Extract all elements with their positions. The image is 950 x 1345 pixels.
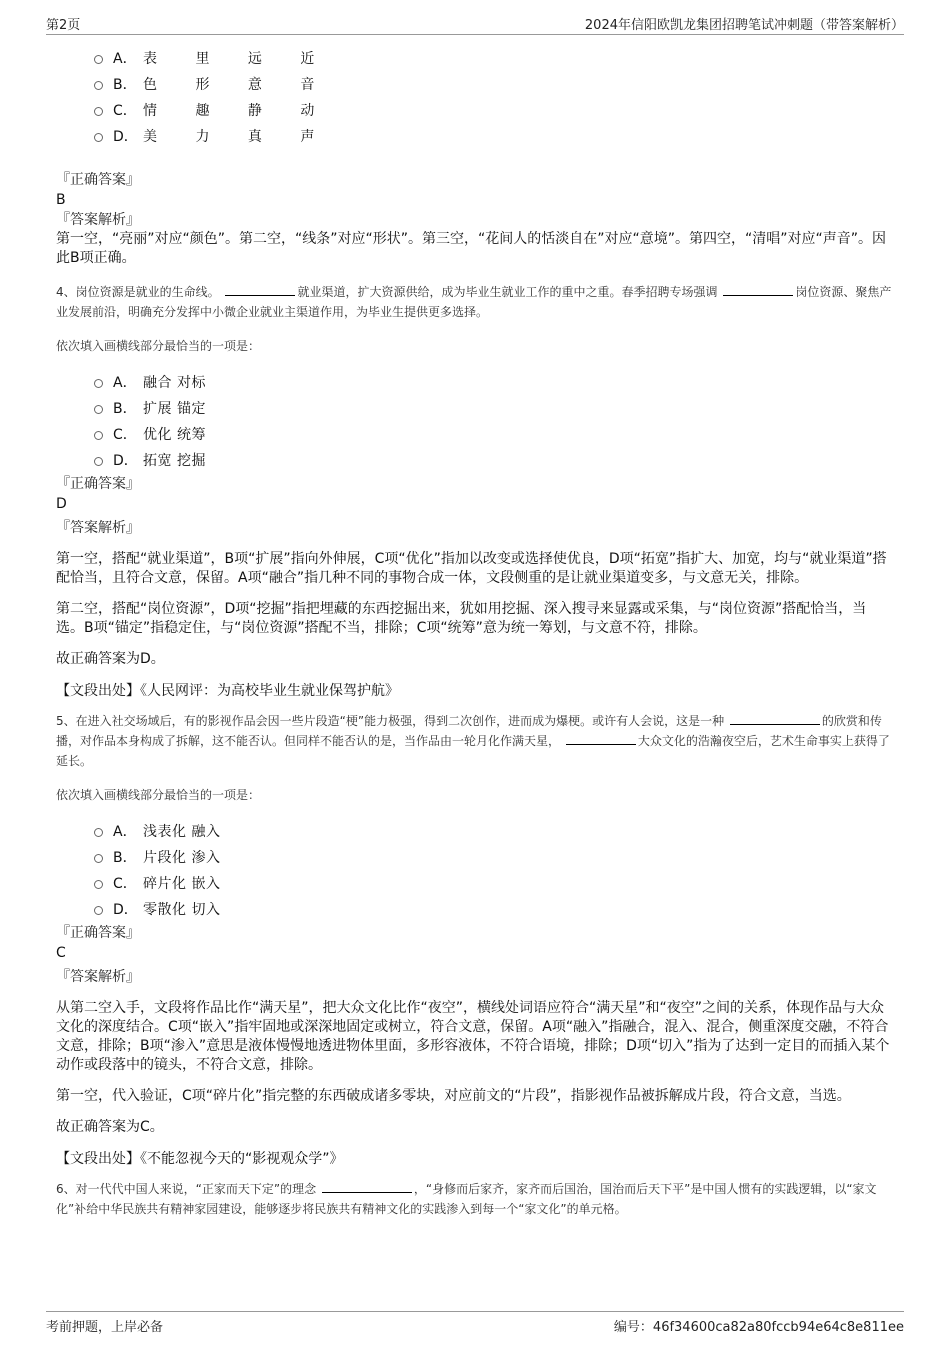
page-content <box>56 40 894 1219</box>
radio-icon[interactable] <box>94 107 103 116</box>
radio-icon[interactable] <box>94 906 103 915</box>
page-header <box>46 14 904 34</box>
option-d[interactable]: D． 拓宽 挖掘 <box>94 448 894 474</box>
analysis-text: 第二空，搭配“岗位资源”，D项“挖掘”指把埋藏的东西挖掘出来，犹如用挖掘、深入搜寻来显露或采集，与“岗位资源”搭配恰当，当选。B项“锚定”指稳定住，与“岗位资源”搭配不当，排除；C项“统筹”意为统一筹划，与文意不符，排除。 <box>56 601 867 636</box>
question-prompt: 依次填入画横线部分最恰当的一项是： <box>56 339 261 353</box>
analysis-text: 第一空，搭配“就业渠道”，B项“扩展”指向外伸展，C项“优化”指加以改变或选择使优良，D项“拓宽”指扩大、加宽，均与“就业渠道”搭配恰当，且符合文意，保留。A项“融合”指几种不同的事物合成一体，文段侧重的是让就业渠道变多，与文意无关，排除。 <box>56 551 887 586</box>
radio-icon[interactable] <box>94 457 103 466</box>
radio-icon[interactable] <box>94 854 103 863</box>
radio-icon[interactable] <box>94 431 103 440</box>
source-citation: 【文段出处】《不能忽视今天的“影视观众学”》 <box>56 1151 344 1167</box>
radio-icon[interactable] <box>94 55 103 64</box>
analysis-conclusion: 故正确答案为C。 <box>56 1119 164 1135</box>
answer-value: B <box>56 192 66 208</box>
document-code: 编号：46f34600ca82a80fccb94e64c8e811ee <box>613 1320 904 1335</box>
radio-icon[interactable] <box>94 880 103 889</box>
option-d[interactable]: D． 零散化 切入 <box>94 897 894 923</box>
option-a[interactable]: A． 表 里 远 近 <box>94 46 894 72</box>
answer-label: 『正确答案』 <box>56 172 140 188</box>
fill-blank <box>723 283 793 296</box>
question-stem: 5、在进入社交场域后，有的影视作品会因一些片段造“梗”能力极强，得到二次创作，进而成为爆梗。或许有人会说，这是一种 的欣赏和传播，对作品本身构成了拆解，这不能否认。但同样不能否认的是，当作品由一轮月化作满天星， 大众文化的浩瀚夜空后，艺术生命事实上获得了延长。 <box>56 714 890 768</box>
analysis-label: 『答案解析』 <box>56 969 140 985</box>
option-a[interactable]: A． 浅表化 融入 <box>94 819 894 845</box>
question-stem: 4、岗位资源是就业的生命线。 就业渠道，扩大资源供给，成为毕业生就业工作的重中之重。春季招聘专场强调 岗位资源、聚焦产业发展前沿，明确充分发挥中小微企业就业主渠道作用，为毕业生提供更多选择。 <box>56 285 892 319</box>
radio-icon[interactable] <box>94 828 103 837</box>
page-number: 第2页 <box>46 18 81 33</box>
option-c[interactable]: C． 优化 统筹 <box>94 422 894 448</box>
q4-options <box>94 364 894 474</box>
option-a[interactable]: A． 融合 对标 <box>94 370 894 396</box>
answer-value: D <box>56 496 67 512</box>
q5-options <box>94 813 894 923</box>
option-c[interactable]: C． 碎片化 嵌入 <box>94 871 894 897</box>
radio-icon[interactable] <box>94 405 103 414</box>
radio-icon[interactable] <box>94 379 103 388</box>
option-d[interactable]: D． 美 力 真 声 <box>94 124 894 150</box>
analysis-text: 从第二空入手，文段将作品比作“满天星”，把大众文化比作“夜空”，横线处词语应符合“满天星”和“夜空”之间的关系，体现作品与大众文化的深度结合。C项“嵌入”指牢固地或深深地固定或树立，符合文意，保留。A项“融入”指融合，混入、混合，侧重深度交融，不符合文意，排除；B项“渗入”意思是液体慢慢地透进物体里面，多形容液体，不符合语境，排除；D项“切入”指为了达到一定目的而插入某个动作或段落中的镜头，不符合文意，排除。 <box>56 1000 890 1073</box>
analysis-label: 『答案解析』 <box>56 520 140 536</box>
option-b[interactable]: B． 片段化 渗入 <box>94 845 894 871</box>
footer-slogan: 考前押题，上岸必备 <box>46 1320 164 1335</box>
page-footer <box>46 1316 904 1336</box>
option-c[interactable]: C． 情 趣 静 动 <box>94 98 894 124</box>
header-divider <box>46 34 904 35</box>
fill-blank <box>322 1180 412 1193</box>
answer-value: C <box>56 945 66 961</box>
option-b[interactable]: B． 色 形 意 音 <box>94 72 894 98</box>
analysis-text: 第一空，代入验证，C项“碎片化”指完整的东西破成诸多零块，对应前文的“片段”，指影视作品被拆解成片段，符合文意，当选。 <box>56 1088 851 1104</box>
q3-options <box>94 40 894 150</box>
analysis-label: 『答案解析』 <box>56 212 140 228</box>
question-stem: 6、对一代代中国人来说，“正家而天下定”的理念 ，“身修而后家齐，家齐而后国治，国治而后天下平”是中国人惯有的实践逻辑，以“家文化”补给中华民族共有精神家园建设，能够逐步将民族共有精神文化的实践渗入到每一个“家文化”的单元格。 <box>56 1182 877 1216</box>
radio-icon[interactable] <box>94 133 103 142</box>
document-title: 2024年信阳欧凯龙集团招聘笔试冲刺题（带答案解析） <box>584 18 904 33</box>
source-citation: 【文段出处】《人民网评：为高校毕业生就业保驾护航》 <box>56 683 399 699</box>
fill-blank <box>566 732 636 745</box>
answer-label: 『正确答案』 <box>56 476 140 492</box>
analysis-conclusion: 故正确答案为D。 <box>56 651 165 667</box>
option-b[interactable]: B． 扩展 锚定 <box>94 396 894 422</box>
question-prompt: 依次填入画横线部分最恰当的一项是： <box>56 788 261 802</box>
fill-blank <box>730 712 820 725</box>
fill-blank <box>225 283 295 296</box>
footer-divider <box>46 1311 904 1312</box>
radio-icon[interactable] <box>94 81 103 90</box>
analysis-text: 第一空，“亮丽”对应“颜色”。第二空，“线条”对应“形状”。第三空，“花间人的恬淡自在”对应“意境”。第四空，“清唱”对应“声音”。因此B项正确。 <box>56 231 887 266</box>
answer-label: 『正确答案』 <box>56 925 140 941</box>
